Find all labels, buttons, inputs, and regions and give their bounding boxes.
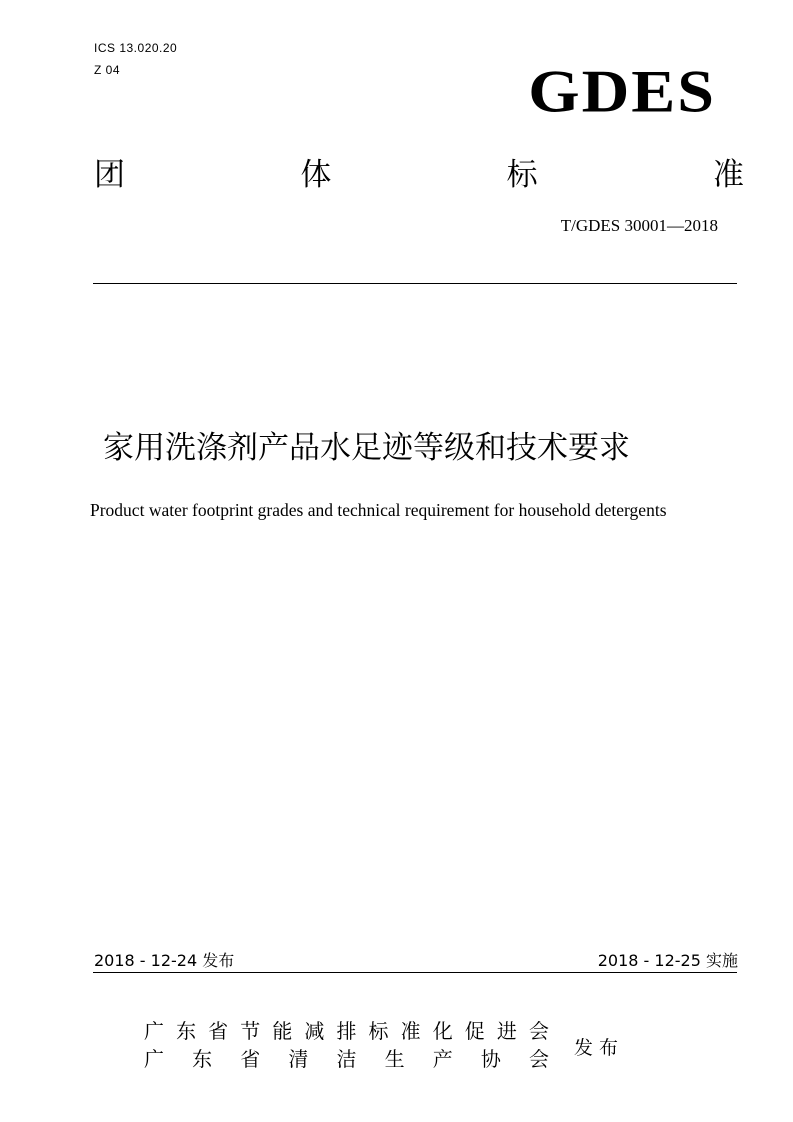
publisher-char: 会: [529, 1047, 549, 1071]
gdes-logo: GDES: [528, 58, 716, 126]
publisher-char: 东: [192, 1047, 213, 1071]
publisher-char: 协: [480, 1047, 501, 1071]
publisher-char: 广: [144, 1047, 164, 1071]
document-title-chinese: 家用洗涤剂产品水足迹等级和技术要求: [103, 430, 630, 466]
publisher-line-1: [144, 1018, 549, 1044]
standard-type-heading: [94, 153, 744, 197]
publisher-char: 洁: [336, 1047, 357, 1071]
document-title-english: Product water footprint grades and technical requirement for household detergents: [90, 500, 667, 520]
publisher-char: 化: [432, 1019, 453, 1043]
issue-date: 2018 - 12-24 发布: [94, 951, 235, 970]
standard-number: T/GDES 30001—2018: [560, 216, 718, 235]
publisher-char: 省: [240, 1047, 261, 1071]
publisher-char: 广: [144, 1019, 164, 1043]
publisher-char: 产: [432, 1047, 453, 1071]
standard-type-char: 标: [506, 157, 538, 193]
publisher-char: 节: [240, 1019, 261, 1043]
publisher-char: 省: [208, 1019, 229, 1043]
publish-label: 发布: [574, 1037, 625, 1059]
publisher-char: 减: [304, 1019, 325, 1043]
publisher-char: 促: [464, 1019, 485, 1043]
standard-type-char: 体: [300, 157, 332, 193]
publisher-char: 东: [176, 1019, 197, 1043]
implementation-date: 2018 - 12-25 实施: [597, 951, 738, 970]
publisher-char: 生: [384, 1047, 405, 1071]
ics-code: ICS 13.020.20: [94, 41, 178, 55]
ccs-code: Z 04: [94, 63, 121, 77]
publisher-char: 标: [368, 1019, 389, 1043]
top-divider: [93, 283, 737, 284]
publisher-char: 会: [528, 1019, 549, 1043]
standard-type-char: 准: [712, 157, 744, 193]
publisher-char: 清: [288, 1047, 309, 1071]
publisher-char: 能: [272, 1019, 293, 1043]
publisher-char: 准: [400, 1019, 421, 1043]
publisher-char: 排: [336, 1019, 357, 1043]
standard-type-char: 团: [94, 157, 125, 193]
publisher-char: 进: [496, 1019, 517, 1043]
publisher-line-2: [144, 1046, 549, 1072]
bottom-divider: [93, 972, 737, 973]
